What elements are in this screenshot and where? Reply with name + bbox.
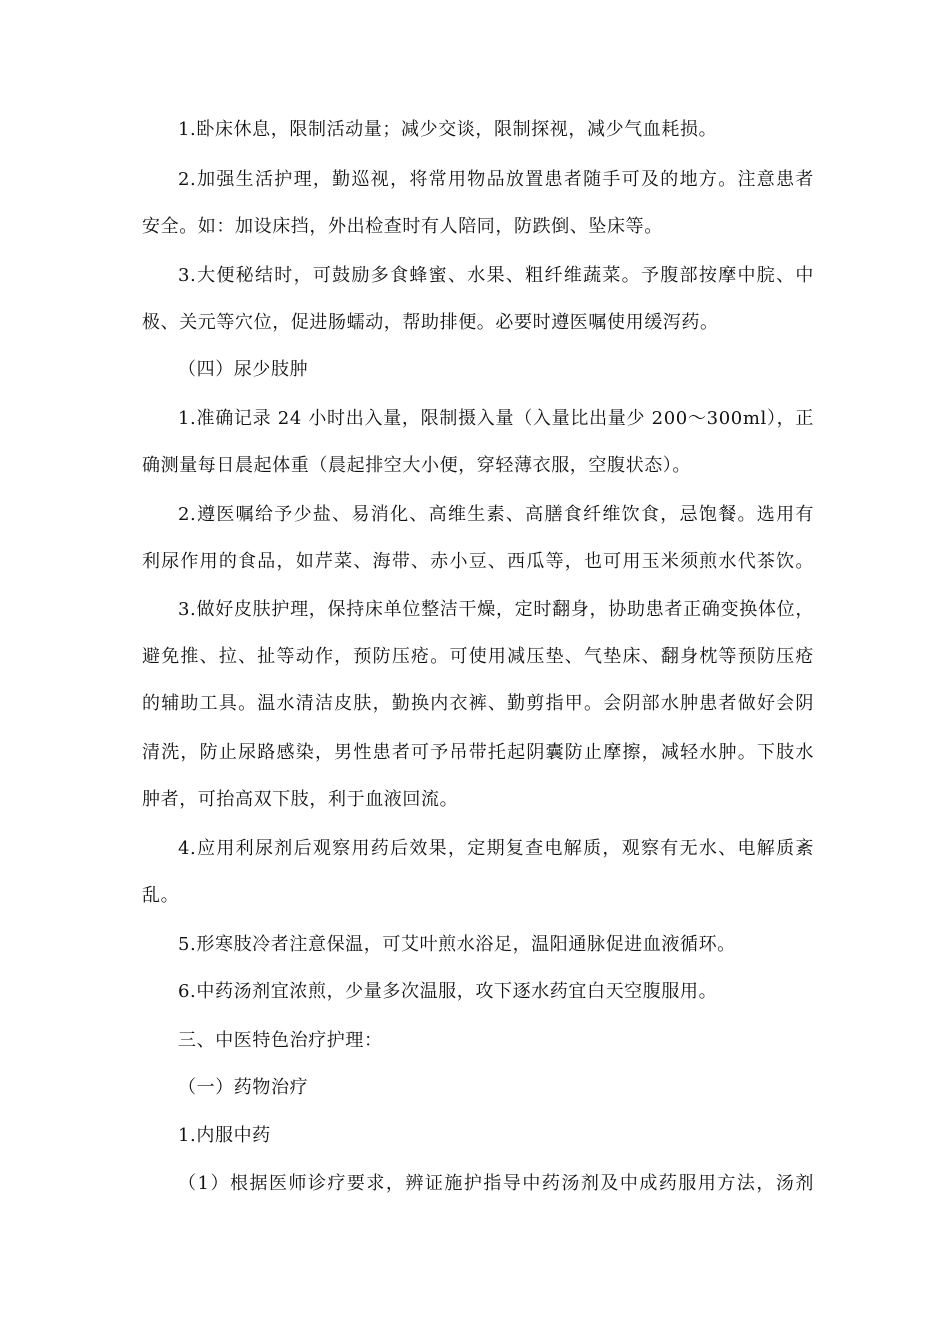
paragraph-line: 3.大便秘结时，可鼓励多食蜂蜜、水果、粗纤维蔬菜。予腹部按摩中脘、中 [178,265,814,286]
paragraph-line: 3.做好皮肤护理，保持床单位整洁干燥，定时翻身，协助患者正确变换体位， [178,599,814,620]
paragraph-line: 安全。如：加设床挡，外出检查时有人陪同，防跌倒、坠床等。 [142,216,663,237]
paragraph-line: 乱。 [142,885,180,906]
paragraph-line: 2.加强生活护理，勤巡视，将常用物品放置患者随手可及的地方。注意患者 [178,169,814,190]
paragraph-line: 6.中药汤剂宜浓煎，少量多次温服，攻下逐水药宜白天空腹服用。 [178,981,718,1002]
paragraph-line: 肿者，可抬高双下肢，利于血液回流。 [142,789,459,810]
subsection-heading: 1.内服中药 [178,1125,271,1146]
section-heading: 三、中医特色治疗护理： [178,1030,383,1051]
paragraph-line: 避免推、拉、扯等动作，预防压疮。可使用减压垫、气垫床、翻身枕等预防压疮 [142,646,814,667]
section-heading: （四）尿少肢肿 [178,359,309,380]
paragraph-line: 确测量每日晨起体重（晨起排空大小便，穿轻薄衣服，空腹状态）。 [142,455,691,476]
section-heading: （一）药物治疗 [178,1077,309,1098]
paragraph-line: 1.准确记录 24 小时出入量，限制摄入量（入量比出量少 200～300ml），正 [178,408,814,429]
paragraph-line: 4.应用利尿剂后观察用药后效果，定期复查电解质，观察有无水、电解质紊 [178,838,814,859]
paragraph-line: （1）根据医师诊疗要求，辨证施护指导中药汤剂及中成药服用方法，汤剂 [178,1173,814,1194]
paragraph-line: 清洗，防止尿路感染，男性患者可予吊带托起阴囊防止摩擦，减轻水肿。下肢水 [142,742,814,763]
paragraph-line: 2.遵医嘱给予少盐、易消化、高维生素、高膳食纤维饮食，忌饱餐。选用有 [178,504,814,525]
paragraph-line: 5.形寒肢冷者注意保温，可艾叶煎水浴足，温阳通脉促进血液循环。 [178,934,736,955]
paragraph-line: 利尿作用的食品，如芹菜、海带、赤小豆、西瓜等，也可用玉米须煎水代茶饮。 [142,551,814,572]
paragraph-line: 极、关元等穴位，促进肠蠕动，帮助排便。必要时遵医嘱使用缓泻药。 [142,312,719,333]
paragraph-line: 1.卧床休息，限制活动量；减少交谈，限制探视，减少气血耗损。 [178,119,718,140]
paragraph-line: 的辅助工具。温水清洁皮肤，勤换内衣裤、勤剪指甲。会阴部水肿患者做好会阴 [142,693,814,714]
